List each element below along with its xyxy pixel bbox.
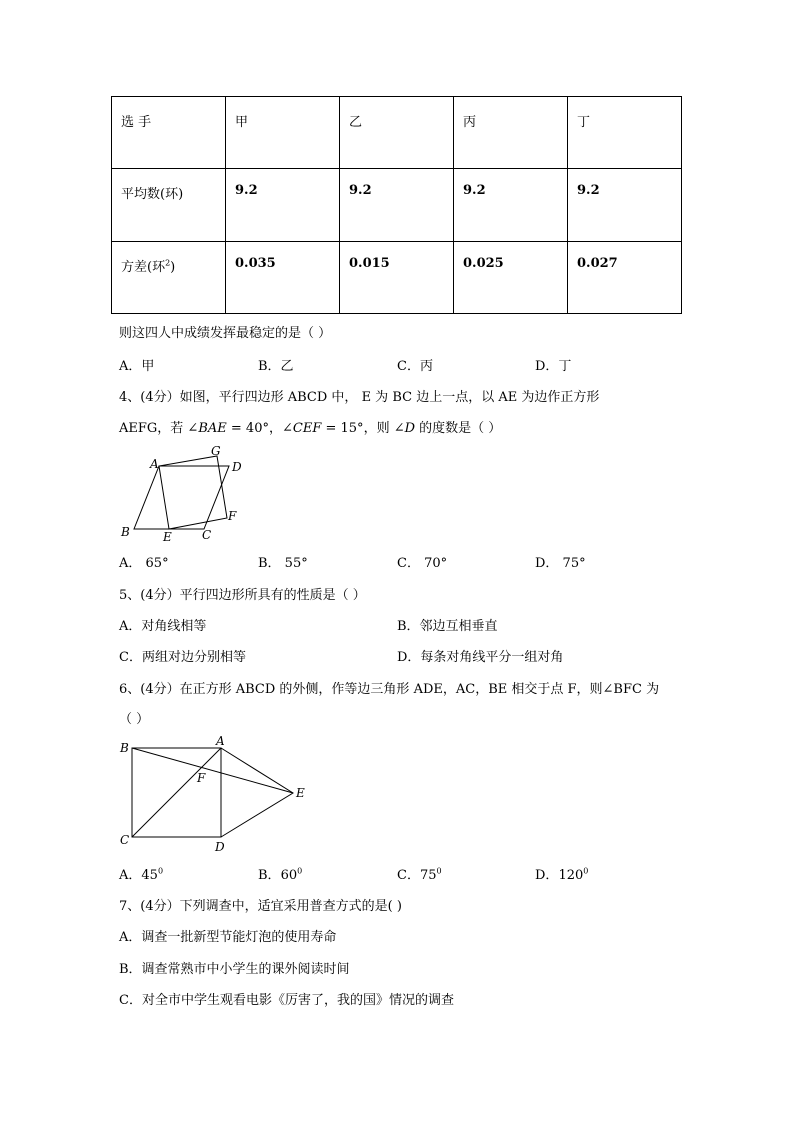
table-header-cell: 选 手 (112, 97, 226, 169)
q3-option-d: D．丁 (535, 359, 572, 374)
angle-bae-name: BAE (198, 421, 227, 436)
angle-symbol: ∠ (187, 421, 199, 436)
q5-option-c: C．两组对边分别相等 (119, 650, 246, 665)
segment-be (132, 748, 293, 793)
table-header-cell: 甲 (226, 97, 340, 169)
degree-superscript: 0 (583, 866, 589, 876)
table-cell: 0.027 (568, 241, 682, 313)
label-f: F (228, 509, 237, 523)
table-header-cell: 丁 (568, 97, 682, 169)
option-value: 60 (280, 868, 298, 883)
option-value: 120 (558, 868, 584, 883)
q4-text-a: AEFG，若 (119, 421, 188, 436)
label-d: D (215, 840, 225, 854)
label-d: D (232, 460, 242, 474)
label-c: C (202, 528, 212, 542)
option-value: 45 (141, 868, 158, 883)
variance-superscript: 2 (165, 258, 171, 268)
option-label: D． (535, 868, 559, 883)
variance-label: 方差(环 (121, 259, 166, 275)
q6-option-d (535, 864, 588, 883)
q5-option-a: A．对角线相等 (119, 619, 207, 634)
q3-stem: 则这四人中成绩发挥最稳定的是（ ） (119, 326, 332, 341)
q4-stem-line1: 4、(4分）如图，平行四边形 ABCD 中， E 为 BC 边上一点，以 AE 为边作正方形 (119, 390, 600, 405)
table-cell: 0.035 (226, 241, 340, 313)
table-cell: 9.2 (568, 169, 682, 241)
angle-bae-value: = 40° (226, 421, 269, 436)
q4-option-b: B． 55° (258, 556, 308, 571)
option-label: B． (258, 868, 281, 883)
table-cell: 9.2 (226, 169, 340, 241)
q6-paren: （ ） (119, 712, 150, 727)
label-g: G (211, 445, 221, 458)
q4-option-a: A． 65° (119, 556, 169, 571)
table-row (112, 169, 682, 241)
table-cell: 9.2 (340, 169, 454, 241)
degree-superscript: 0 (436, 866, 442, 876)
option-value: 75 (419, 868, 437, 883)
square-aefg (159, 456, 227, 529)
table-header-cell: 乙 (340, 97, 454, 169)
q6-option-b (258, 864, 302, 883)
label-b: B (121, 525, 130, 539)
q4-text-b: ，则 (363, 421, 394, 436)
q6-option-c (397, 864, 442, 883)
q3-option-b: B．乙 (258, 359, 294, 374)
label-f: F (197, 771, 206, 785)
table-cell: 0.015 (340, 241, 454, 313)
angle-d-name: D (404, 421, 416, 436)
table-cell: 9.2 (454, 169, 568, 241)
table-cell: 0.025 (454, 241, 568, 313)
label-a: A (216, 734, 225, 748)
degree-superscript: 0 (157, 866, 164, 876)
q4-option-c: C． 70° (397, 556, 448, 571)
q4-figure (115, 445, 250, 545)
q4-stem-line2 (119, 417, 501, 436)
diagonal-ac (132, 748, 221, 837)
degree-superscript: 0 (297, 866, 303, 876)
q4-text-c: 的度数是（ ） (415, 421, 502, 436)
label-b: B (120, 741, 129, 755)
angle-symbol: ∠ (393, 421, 405, 436)
table-row (112, 241, 682, 313)
angle-cef-name: CEF (292, 421, 322, 436)
q7-option-b: B．调查常熟市中小学生的课外阅读时间 (119, 962, 350, 977)
angle-symbol: ∠ (281, 421, 293, 436)
angle-cef-value: = 15° (321, 421, 364, 436)
option-label: A． (119, 868, 142, 883)
triangle-ade-sides (221, 748, 293, 837)
score-table (111, 96, 682, 314)
q5-option-d: D．每条对角线平分一组对角 (397, 650, 564, 665)
table-header-cell: 丙 (454, 97, 568, 169)
label-e: E (296, 786, 305, 800)
q7-option-c: C．对全市中学生观看电影《厉害了，我的国》情况的调查 (119, 993, 454, 1008)
parallelogram-abcd (134, 466, 229, 529)
q3-option-c: C．丙 (397, 359, 433, 374)
q6-figure (112, 734, 317, 859)
q6-option-a (119, 864, 163, 883)
q3-option-a: A．甲 (119, 359, 155, 374)
label-e: E (163, 530, 172, 544)
q7-stem: 7、(4分）下列调查中，适宜采用普查方式的是( ) (119, 899, 402, 914)
q5-option-b: B．邻边互相垂直 (397, 619, 498, 634)
q7-option-a: A．调查一批新型节能灯泡的使用寿命 (119, 930, 337, 945)
variance-close-paren: ) (170, 259, 176, 275)
table-row-label (112, 241, 226, 313)
label-a: A (150, 457, 159, 471)
q6-stem: 6、(4分）在正方形 ABCD 的外侧，作等边三角形 ADE，AC，BE 相交于点 F，则∠BFC 为 (119, 682, 660, 697)
label-c: C (120, 833, 130, 847)
q4-option-d: D． 75° (535, 556, 586, 571)
table-row (112, 97, 682, 169)
q5-stem: 5、(4分）平行四边形所具有的性质是（ ） (119, 588, 366, 603)
option-label: C． (397, 868, 420, 883)
table-row-label: 平均数(环) (112, 169, 226, 241)
separator: ， (268, 421, 282, 436)
